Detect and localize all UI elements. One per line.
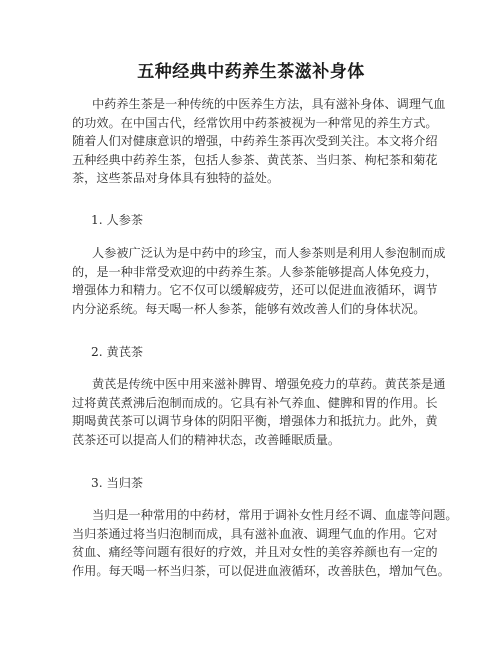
paragraph-line: 过将黄芪煮沸后泡制而成的。它具有补气养血、健脾和胃的作用。长 xyxy=(72,395,438,410)
paragraph-line: 的功效。在中国古代，经常饮用中药茶被视为一种常见的养生方式。 xyxy=(72,115,438,130)
paragraph-line: 芪茶还可以提高人们的精神状态，改善睡眠质量。 xyxy=(72,432,341,447)
paragraph-line: 五种经典中药养生茶，包括人参茶、黄芪茶、当归茶、枸杞茶和菊花 xyxy=(72,152,438,167)
paragraph-line: 中药养生茶是一种传统的中医养生方法，具有滋补身体、调理气血 xyxy=(92,97,446,111)
intro-paragraph xyxy=(72,95,444,188)
paragraph-line: 茶，这些茶品对身体具有独特的益处。 xyxy=(72,171,280,186)
section-heading-astragalus: 2. 黄芪茶 xyxy=(91,345,144,359)
section-paragraph-ginseng xyxy=(72,244,444,318)
paragraph-line: 的，是一种非常受欢迎的中药养生茶。人参茶能够提高人体免疫力， xyxy=(72,264,438,279)
section-heading-angelica: 3. 当归茶 xyxy=(91,476,144,490)
paragraph-line: 随着人们对健康意识的增强，中药养生茶再次受到关注。本文将介绍 xyxy=(72,134,438,149)
paragraph-line: 黄芪是传统中医中用来滋补脾胃、增强免疫力的草药。黄芪茶是通 xyxy=(92,377,446,391)
paragraph-line: 内分泌系统。每天喝一杯人参茶，能够有效改善人们的身体状况。 xyxy=(72,301,426,316)
paragraph-line: 增强体力和精力。它不仅可以缓解疲劳，还可以促进血液循环，调节 xyxy=(72,283,438,298)
section-paragraph-astragalus xyxy=(72,375,444,449)
paragraph-line: 作用。每天喝一杯当归茶，可以促进血液循环，改善肤色，增加气色。 xyxy=(72,563,450,578)
document-title: 五种经典中药养生茶滋补身体 xyxy=(137,62,365,82)
paragraph-line: 贫血、痛经等问题有很好的疗效，并且对女性的美容养颜也有一定的 xyxy=(72,545,438,560)
paragraph-line: 期喝黄芪茶可以调节身体的阴阳平衡，增强体力和抵抗力。此外，黄 xyxy=(72,414,438,429)
paragraph-line: 人参被广泛认为是中药中的珍宝，而人参茶则是利用人参泡制而成 xyxy=(92,246,446,260)
paragraph-line: 当归是一种常用的中药材，常用于调补女性月经不调、血虚等问题。 xyxy=(92,508,458,522)
paragraph-line: 当归茶通过将当归泡制而成，具有滋补血液、调理气血的作用。它对 xyxy=(72,526,438,541)
section-paragraph-angelica xyxy=(72,506,458,580)
section-heading-ginseng: 1. 人参茶 xyxy=(91,213,144,227)
